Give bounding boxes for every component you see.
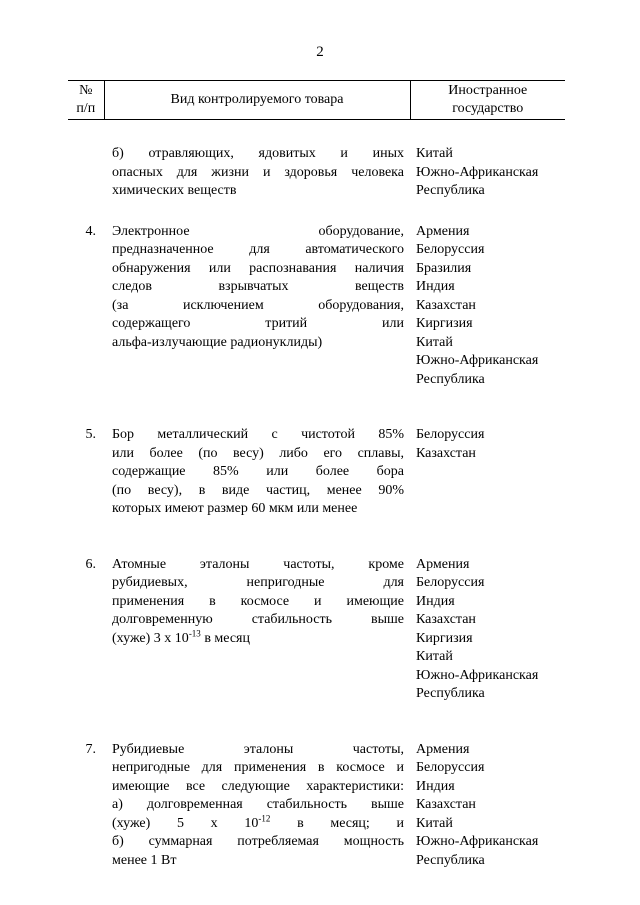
row-spacer-cell xyxy=(68,201,565,223)
country-name: Китай xyxy=(416,815,453,831)
goods-description xyxy=(104,426,410,519)
goods-text-line: Рубидиевые эталоны частоты, xyxy=(112,741,404,757)
country-name: Китай xyxy=(416,146,453,161)
country-name: Белоруссия xyxy=(416,427,485,442)
row-spacer xyxy=(68,704,565,741)
page-number: 2 xyxy=(316,44,324,60)
country-name: Республика xyxy=(416,852,485,868)
goods-description xyxy=(104,556,410,704)
header-countries-line1: Иностранное xyxy=(448,82,528,98)
goods-description xyxy=(104,223,410,390)
goods-text-line: предназначенное для автоматического xyxy=(112,242,404,257)
goods-text-line: рубидиевых, непригодные для xyxy=(112,575,404,590)
country-name: Китай xyxy=(416,334,453,350)
row-spacer xyxy=(68,389,565,426)
goods-text-line: б) суммарная потребляемая мощность xyxy=(112,834,404,849)
goods-text-line: альфа-излучающие радионуклиды) xyxy=(112,334,323,350)
goods-text-line: имеющие все следующие характеристики: xyxy=(112,778,404,794)
country-name: Белоруссия xyxy=(416,760,485,775)
goods-text-line: химических веществ xyxy=(112,183,237,198)
row-number xyxy=(68,120,104,201)
goods-text-fragment: (хуже) 3 х 10 xyxy=(112,630,189,646)
goods-text-line: Бор металлический с чистотой 85% xyxy=(112,427,404,442)
header-countries-line2: государство xyxy=(452,101,524,116)
row-number: 4. xyxy=(85,223,96,239)
country-name: Индия xyxy=(416,593,455,609)
table-row xyxy=(68,426,565,519)
country-name: Индия xyxy=(416,279,455,294)
country-name: Бразилия xyxy=(416,260,472,276)
country-name: Белоруссия xyxy=(416,575,485,590)
country-name: Республика xyxy=(416,183,485,198)
goods-text-line: опасных для жизни и здоровья человека xyxy=(112,164,404,180)
country-name: Южно-Африканская xyxy=(416,353,539,368)
countries-list xyxy=(410,426,565,519)
goods-text-line: которых имеют размер 60 мкм или менее xyxy=(112,501,358,516)
country-name: Казахстан xyxy=(416,297,476,313)
header-number-line1: № xyxy=(79,82,93,98)
row-spacer xyxy=(68,201,565,223)
country-name: Южно-Африканская xyxy=(416,834,539,849)
goods-text-fragment: (хуже) 5 х 10 xyxy=(112,815,259,831)
row-number: 7. xyxy=(85,741,96,757)
goods-description xyxy=(104,120,410,201)
country-name: Армения xyxy=(416,556,470,572)
country-name: Китай xyxy=(416,649,453,664)
row-number: 6. xyxy=(85,556,96,572)
goods-text-line: применения в космосе и имеющие xyxy=(112,593,404,609)
country-name: Киргизия xyxy=(416,316,473,331)
goods-text-line: содержащего тритий или xyxy=(112,316,404,331)
exponent: -13 xyxy=(188,627,201,638)
goods-text-line: обнаружения или распознавания наличия xyxy=(112,260,404,276)
countries-list xyxy=(410,741,565,871)
goods-text-line: а) долговременная стабильность выше xyxy=(112,797,404,812)
table-row xyxy=(68,741,565,871)
country-name: Киргизия xyxy=(416,630,473,646)
country-name: Южно-Африканская xyxy=(416,667,539,683)
country-name: Армения xyxy=(416,223,470,239)
row-spacer-cell xyxy=(68,389,565,426)
country-name: Индия xyxy=(416,778,455,794)
countries-list xyxy=(410,556,565,704)
goods-text-line: б) отравляющих, ядовитых и иных xyxy=(112,146,404,161)
goods-text-fragment: в месяц xyxy=(200,630,250,646)
row-spacer-cell xyxy=(68,704,565,741)
country-name: Казахстан xyxy=(416,612,476,627)
goods-text-line: менее 1 Вт xyxy=(112,852,177,868)
goods-text-line: Атомные эталоны частоты, кроме xyxy=(112,556,404,572)
country-name: Республика xyxy=(416,686,485,701)
goods-text-line: следов взрывчатых веществ xyxy=(112,279,404,294)
goods-description xyxy=(104,741,410,871)
goods-text-line: долговременную стабильность выше xyxy=(112,612,404,627)
goods-text-line: Электронное оборудование, xyxy=(112,223,404,239)
table-row xyxy=(68,223,565,390)
header-goods: Вид контролируемого товара xyxy=(104,81,410,120)
row-number: 5. xyxy=(85,427,96,442)
goods-text-line: (по весу), в виде частиц, менее 90% xyxy=(112,482,404,498)
goods-text-line: (за исключением оборудования, xyxy=(112,297,404,313)
table-row xyxy=(68,556,565,704)
country-name: Казахстан xyxy=(416,445,476,461)
header-countries xyxy=(410,81,565,120)
table-row xyxy=(68,120,565,201)
header-number-line2: п/п xyxy=(76,101,96,116)
row-spacer-cell xyxy=(68,519,565,556)
country-name: Республика xyxy=(416,371,485,387)
country-name: Белоруссия xyxy=(416,242,485,257)
goods-text-fragment: в месяц; и xyxy=(270,815,404,831)
country-name: Южно-Африканская xyxy=(416,164,539,180)
goods-text-line xyxy=(112,627,404,649)
goods-text-line: содержащие 85% или более бора xyxy=(112,464,404,479)
goods-text-line: или более (по весу) либо его сплавы, xyxy=(112,445,404,461)
controlled-goods-table xyxy=(68,80,565,870)
table-body xyxy=(68,120,565,871)
table-header-row xyxy=(68,81,565,120)
country-name: Армения xyxy=(416,741,470,757)
exponent: -12 xyxy=(258,812,271,823)
goods-text-line: непригодные для применения в космосе и xyxy=(112,760,404,775)
countries-list xyxy=(410,223,565,390)
header-number xyxy=(68,81,104,120)
goods-text-line xyxy=(112,812,404,834)
countries-list xyxy=(410,120,565,201)
row-spacer xyxy=(68,519,565,556)
country-name: Казахстан xyxy=(416,797,476,812)
